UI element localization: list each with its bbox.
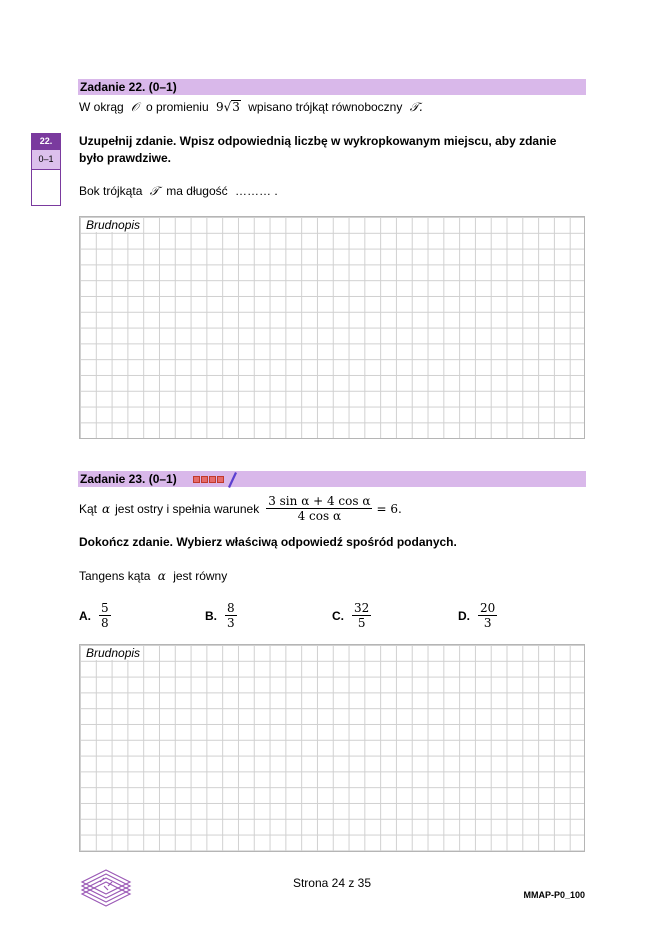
option-denominator: 3 (483, 616, 492, 630)
document-code: MMAP-P0_100 (523, 890, 585, 900)
stem-alpha-symbol: α (157, 569, 166, 583)
option-a[interactable] (79, 601, 111, 630)
option-denominator: 3 (227, 616, 235, 630)
task22-sentence (79, 184, 278, 199)
option-numerator: 5 (101, 601, 109, 615)
radius-root: 3 (232, 100, 240, 114)
task22-text-c: wpisano trójkąt równoboczny (248, 100, 403, 114)
option-denominator: 5 (357, 616, 366, 630)
option-fraction (225, 601, 237, 630)
option-letter: C. (332, 608, 344, 623)
sentence-triangle-symbol: 𝒯 (149, 184, 159, 198)
scratch-label: Brudnopis (84, 218, 143, 232)
option-fraction (99, 601, 111, 630)
scratch-label: Brudnopis (84, 646, 143, 660)
task22-instruction-line1: Uzupełnij zdanie. Wpisz odpowiednią liczbę w wykropkowanym miejscu, aby zdanie (79, 134, 557, 148)
points-badge: 0–1 (32, 149, 60, 170)
alpha-symbol: α (102, 501, 111, 516)
option-denominator: 8 (101, 616, 109, 630)
option-fraction (478, 601, 497, 630)
task23-stem (79, 569, 227, 583)
circle-symbol: 𝒪 (131, 100, 139, 114)
option-letter: B. (205, 608, 217, 623)
task22-header: Zadanie 22. (0–1) (78, 79, 586, 95)
option-c[interactable] (332, 601, 371, 630)
task22-scratch-grid[interactable] (79, 216, 585, 439)
task23-header: Zadanie 23. (0–1) (78, 471, 586, 487)
task-number-badge: 22. (32, 134, 60, 149)
option-letter: D. (458, 608, 470, 623)
option-b[interactable] (205, 601, 237, 630)
option-numerator: 32 (354, 601, 370, 615)
score-entry-cell[interactable] (32, 170, 60, 205)
answer-blank[interactable]: ……… . (234, 184, 278, 198)
radius-coef: 9 (215, 100, 224, 114)
calculator-pencil-icon (193, 470, 238, 488)
stem-text-b: jest równy (173, 569, 228, 583)
condition-fraction (266, 494, 372, 523)
sentence-text-b: ma długość (166, 184, 228, 198)
triangle-symbol: 𝒯. (409, 100, 423, 114)
stem-text-a: Tangens kąta (79, 569, 151, 583)
task22-text-b: o promieniu (145, 100, 209, 114)
page-number: Strona 24 z 35 (292, 876, 372, 890)
task23-condition (79, 494, 402, 523)
sentence-text-a: Bok trójkąta (79, 184, 143, 198)
option-numerator: 8 (227, 601, 235, 615)
fraction-denominator: 4 cos α (297, 509, 342, 523)
task22-instruction-line2: było prawdziwe. (79, 151, 172, 165)
option-fraction (352, 601, 371, 630)
condition-text-b: jest ostry i spełnia warunek (115, 501, 260, 516)
condition-text-a: Kąt (79, 501, 98, 516)
fraction-numerator: 3 sin α + 4 cos α (268, 494, 371, 508)
option-letter: A. (79, 608, 91, 623)
task23-instruction: Dokończ zdanie. Wybierz właściwą odpowiedź spośród podanych. (79, 535, 457, 549)
task23-scratch-grid[interactable] (79, 644, 585, 852)
task22-text-a: W okrąg (79, 100, 124, 114)
task22-statement (79, 100, 423, 115)
option-numerator: 20 (480, 601, 496, 615)
fraction-rhs: = 6. (376, 501, 402, 516)
option-d[interactable] (458, 601, 497, 630)
task22-score-box (31, 133, 61, 206)
radius-expression: 9√3 (215, 100, 240, 114)
